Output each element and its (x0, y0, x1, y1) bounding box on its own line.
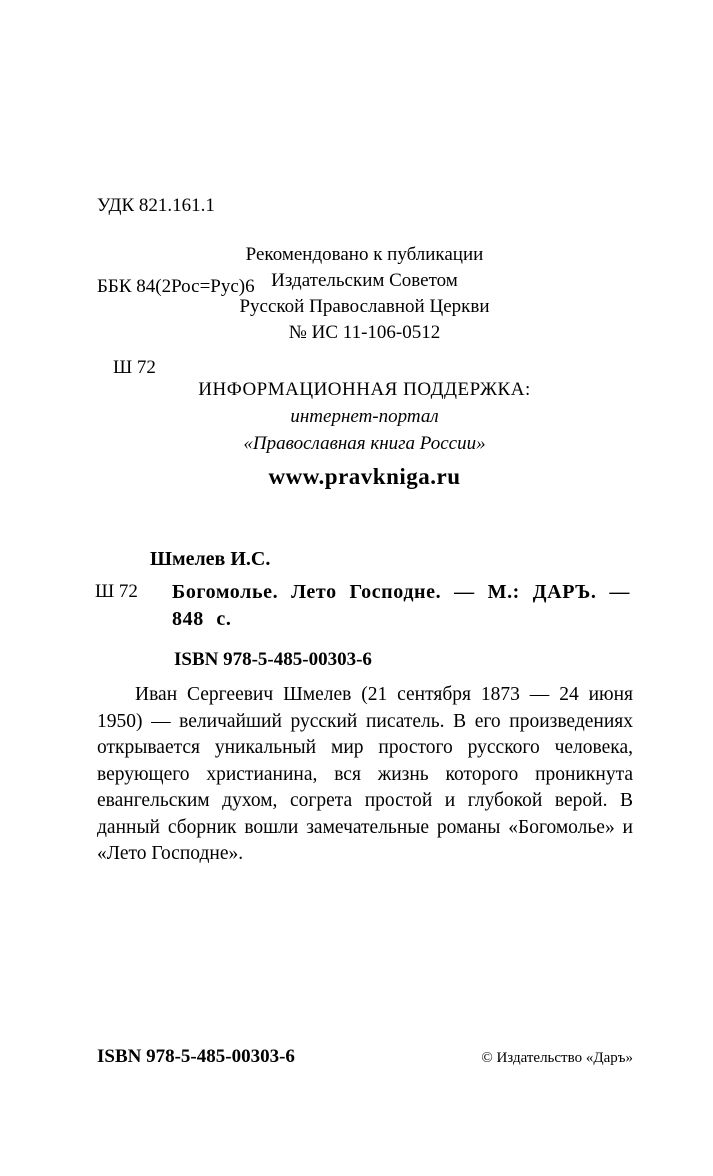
catalog-author: Шмелев И.С. (150, 548, 271, 570)
recommendation-line-1: Рекомендовано к публикации (245, 244, 484, 265)
author-sign-code: Ш 72 (113, 357, 156, 378)
support-title: ИНФОРМАЦИОННАЯ ПОДДЕРЖКА: (198, 379, 531, 400)
footer-isbn: ISBN 978-5-485-00303-6 (97, 1046, 295, 1067)
recommendation-line-2: Издательским Советом (271, 270, 458, 291)
page-footer (97, 1046, 633, 1068)
support-portal-label: интернет-портал (290, 406, 439, 427)
catalog-isbn: ISBN 978-5-485-00303-6 (174, 649, 372, 670)
recommendation-block (97, 242, 632, 346)
catalog-card (95, 548, 635, 671)
information-support-block (97, 376, 632, 490)
recommendation-line-3: Русской Православной Церкви (239, 296, 490, 317)
udk-code: УДК 821.161.1 (97, 195, 215, 216)
support-portal-name: «Православная книга России» (243, 433, 486, 454)
support-website-url: www.pravkniga.ru (268, 464, 461, 489)
footer-copyright: © Издательство «Даръ» (481, 1050, 633, 1066)
catalog-bibliographic-entry: Богомолье. Лето Господне. — М.: ДАРЪ. — 848 с. (172, 581, 630, 630)
catalog-author-sign: Ш 72 (95, 581, 138, 602)
bbk-code: ББК 84(2Рос=Рус)6 (97, 276, 255, 297)
catalog-entry-row (95, 579, 635, 633)
recommendation-number: № ИС 11-106-0512 (288, 322, 441, 343)
book-annotation: Иван Сергеевич Шмелев (21 сентября 1873 — 24 июня 1950) — величайший русский писатель. В его произведениях открывается уникальный мир простого русского человека, верующего христианина, вся жизнь которого проникнута евангельским духом, согрета простой и глубокой верой. В данный сборник вошли замечательные романы «Богомолье» и «Лето Господне». (97, 684, 633, 864)
